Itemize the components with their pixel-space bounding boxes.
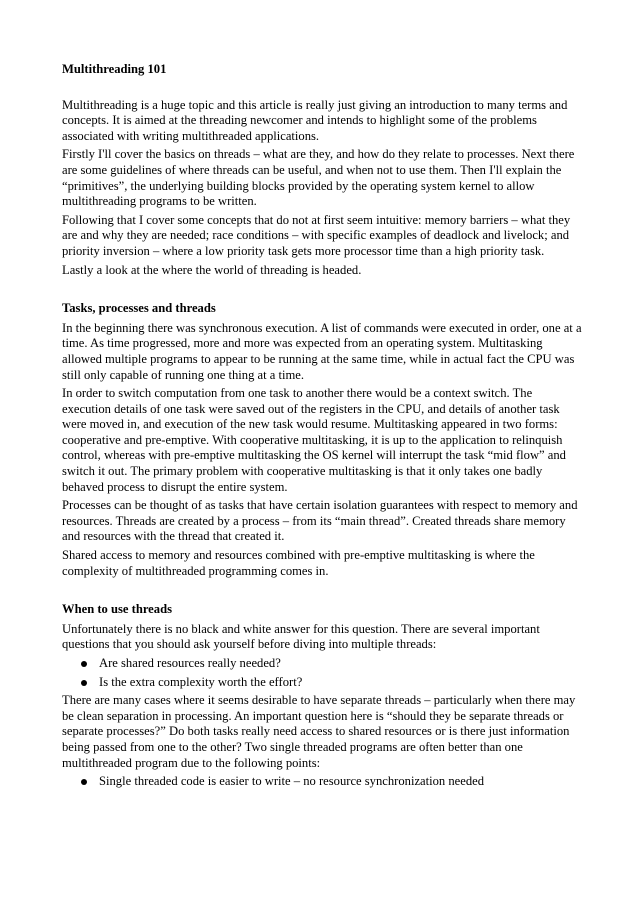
question-list (62, 656, 582, 690)
section1-paragraph-1: In the beginning there was synchronous execution. A list of commands were executed in order, one at a time. As time progressed, more and more was expected from an operating system. Multitasking allowed multiple programs to appear to be running at the same time, while in actual fact the CPU was still only capable of running one thing at a time. (62, 320, 582, 382)
bullet-icon (81, 680, 87, 686)
list-item (62, 675, 582, 691)
list-item-text: Is the extra complexity worth the effort? (99, 674, 303, 689)
intro-paragraph-2: Firstly I'll cover the basics on threads – what are they, and how do they relate to processes. Next there are some guidelines of where threads can be useful, and when not to use them. Then I'll explain the “primitives”, the underlying building blocks provided by the operating system kernel to allow multithreading programs to be written. (62, 147, 575, 209)
intro-paragraph-4: Lastly a look at the where the world of threading is headed. (62, 262, 362, 277)
intro-paragraph-3: Following that I cover some concepts that do not at first seem intuitive: memory barriers – what they are and why they are needed; race conditions – with specific examples of deadlock and livelock; and priority inversion – where a low priority task gets more processor time than a high priority task. (62, 212, 571, 258)
list-item (62, 774, 582, 790)
document-title: Multithreading 101 (62, 62, 167, 76)
bullet-icon (81, 661, 87, 667)
reasons-list (62, 774, 582, 790)
bullet-icon (81, 779, 87, 785)
document-page (62, 62, 582, 793)
list-item-text: Are shared resources really needed? (99, 656, 281, 670)
section2-body-paragraph: There are many cases where it seems desirable to have separate threads – particularly when there may be clean separation in processing. An important question here is “should they be separate threads or separate processes?” Do both tasks really need access to shared resources or is there just information being passed from one to the other? Two single threaded programs are often better than one multithreaded program due to the following points: (62, 693, 576, 770)
list-item-text: Single threaded code is easier to write – no resource synchronization needed (99, 774, 485, 789)
section-heading-when-to-use: When to use threads (62, 602, 172, 617)
section-heading-tasks: Tasks, processes and threads (62, 301, 216, 316)
section1-paragraph-3: Processes can be thought of as tasks that have certain isolation guarantees with respect to memory and resources. Threads are created by a process – from its “main thread”. Created threads share memory and resources with the thread that created it. (62, 498, 578, 544)
section1-paragraph-2: In order to switch computation from one task to another there would be a context switch. The execution details of one task were saved out of the registers in the CPU, and details of another task were moved in, and execution of the new task would resume. Multitasking appeared in two forms: cooperative and pre-emptive. With cooperative multitasking, it is up to the application to relinquish control, whereas with pre-emptive multitasking the OS kernel will interrupt the task “mid flow” and switch it out. The primary problem with cooperative multitasking is that it only takes one badly behaved process to disrupt the entire system. (62, 386, 566, 494)
section1-paragraph-4: Shared access to memory and resources combined with pre-emptive multitasking is where the complexity of multithreaded programming comes in. (62, 548, 535, 578)
list-item (62, 656, 582, 672)
section2-intro-paragraph: Unfortunately there is no black and white answer for this question. There are several important questions that you should ask yourself before diving into multiple threads: (62, 621, 540, 652)
intro-paragraph-1: Multithreading is a huge topic and this article is really just giving an introduction to many terms and concepts. It is aimed at the threading newcomer and intends to highlight some of the problems associated with writing multithreaded applications. (62, 97, 568, 143)
